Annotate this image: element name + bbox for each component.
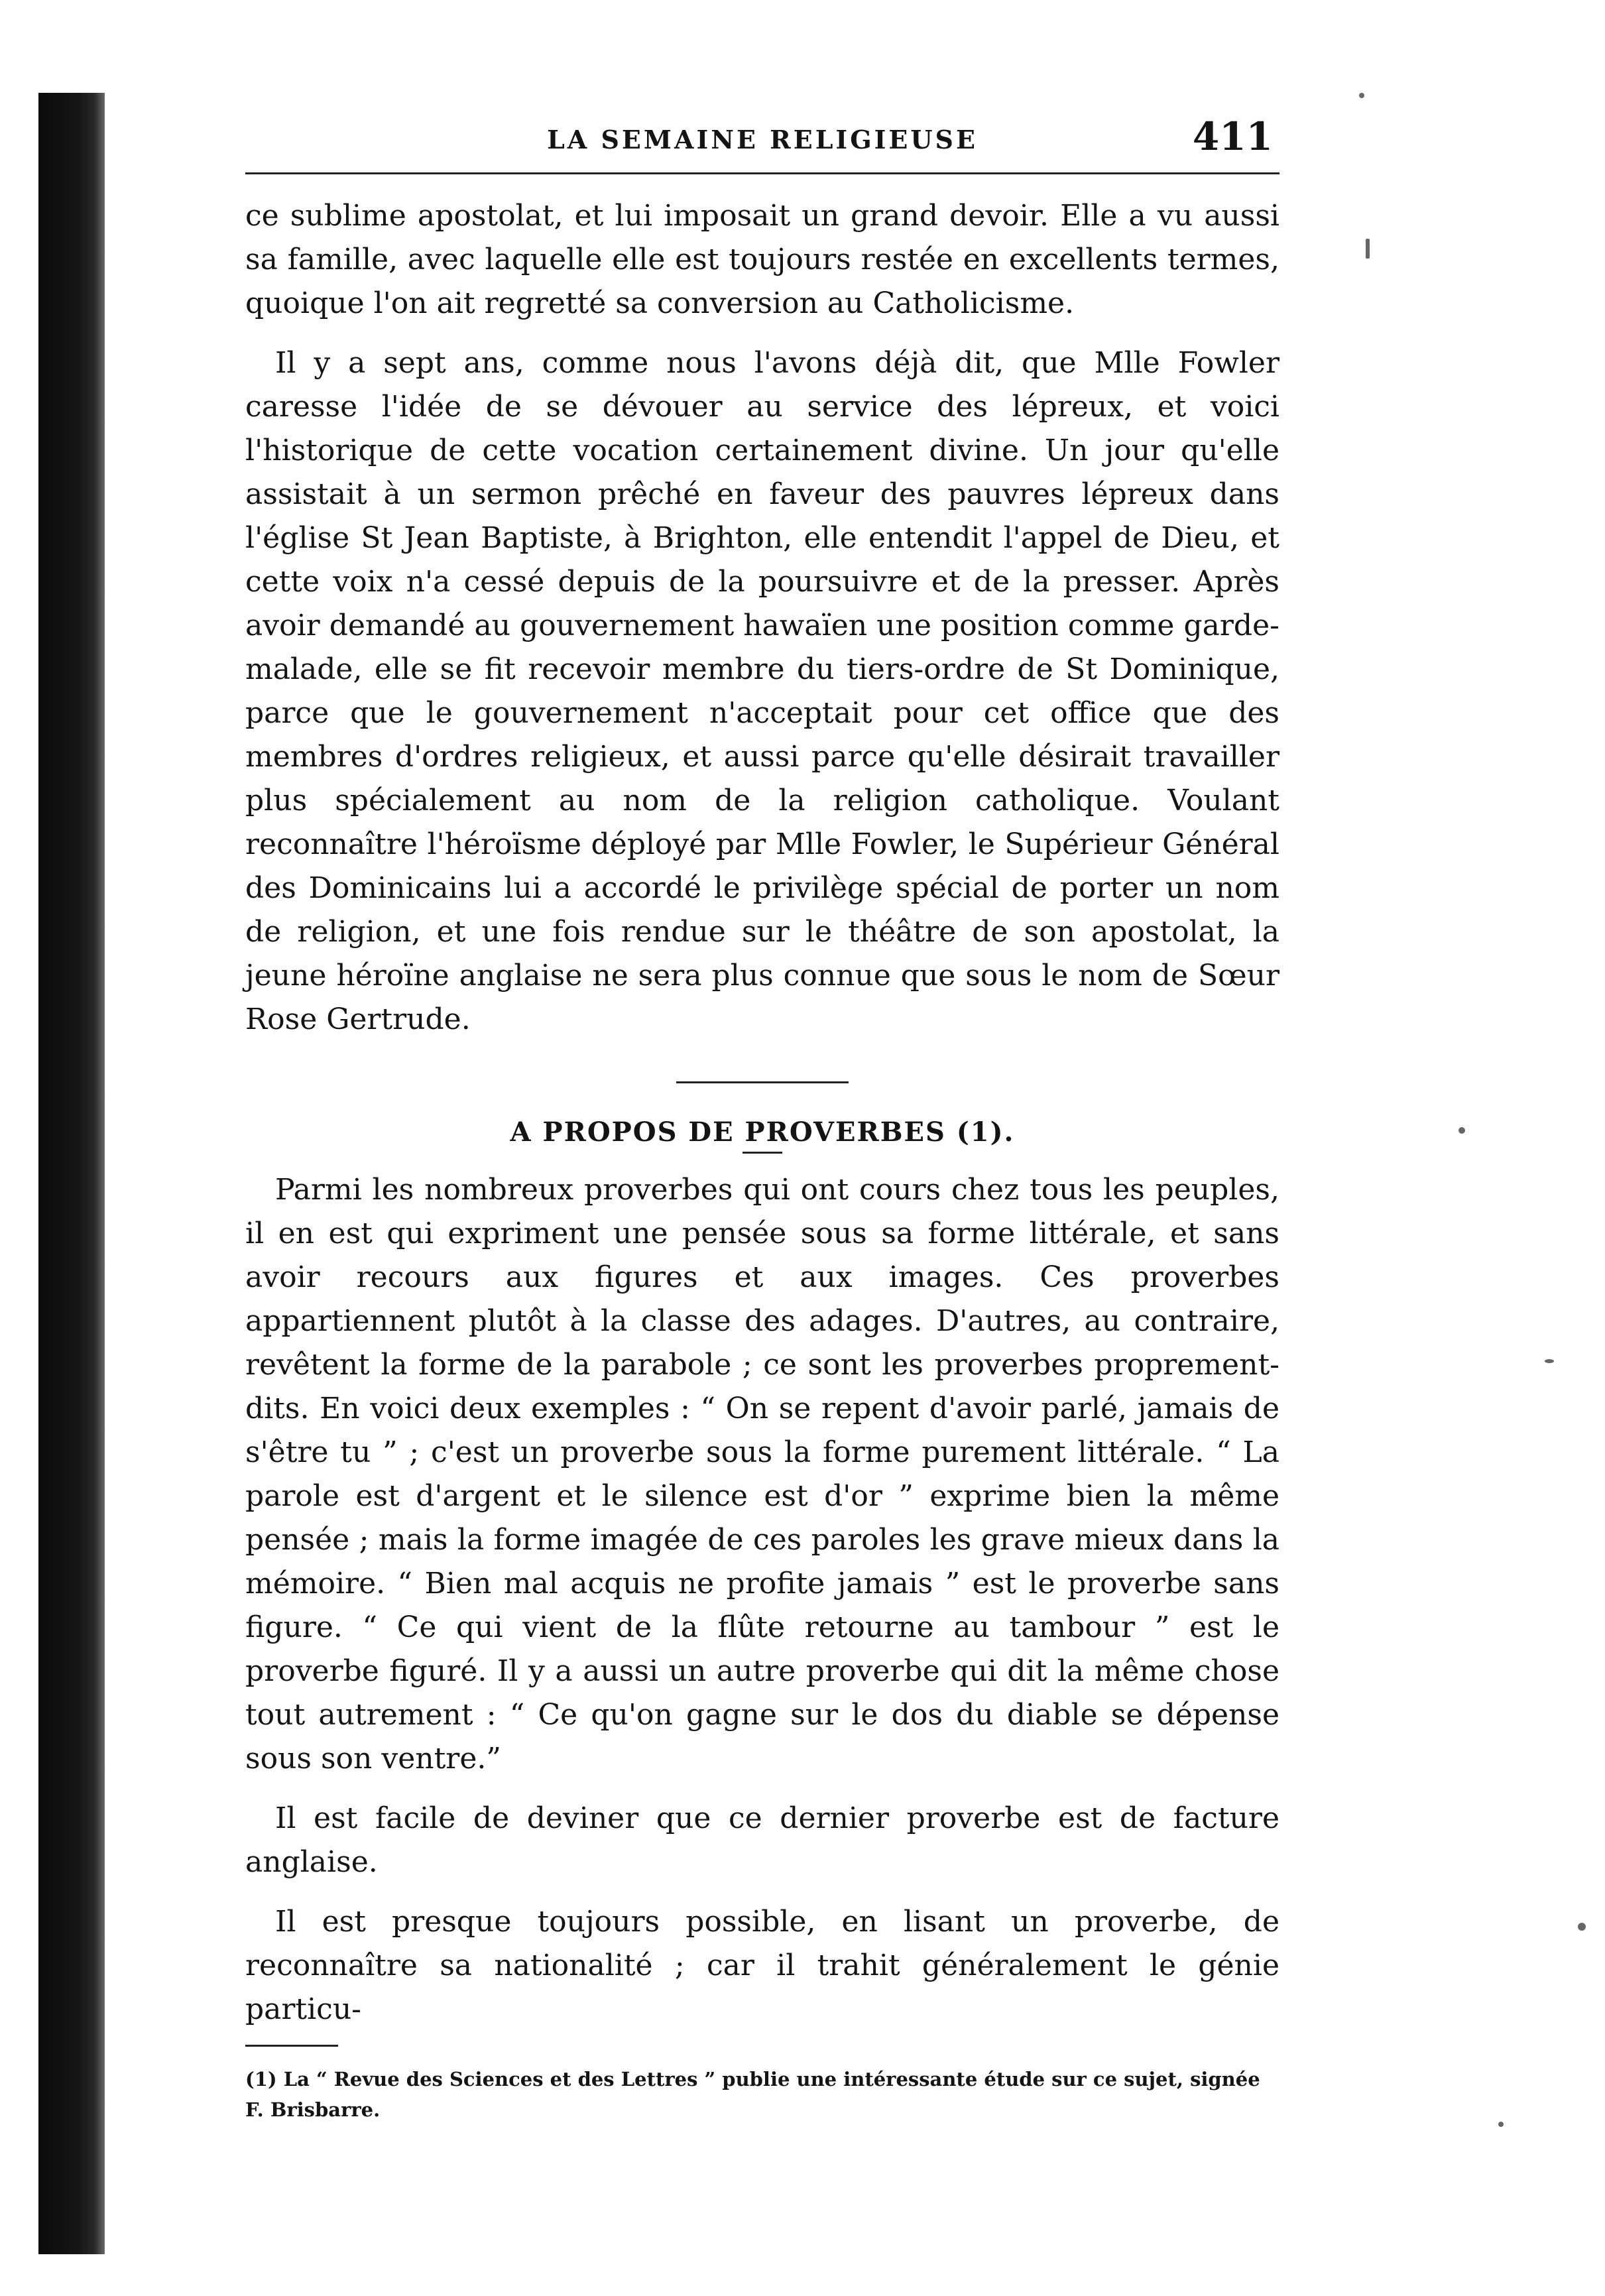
scan-binding-edge <box>38 93 105 2254</box>
body-paragraph-continued: ce sublime apostolat, et lui imposait un grand devoir. Elle a vu aussi sa famille, avec laquelle elle est toujours restée en excellents termes, quoique l'on ait regretté sa conversion au Catholicisme. <box>245 199 1279 320</box>
title-underline <box>743 1152 782 1154</box>
section-paragraph: Il est facile de deviner que ce dernier proverbe est de facture anglaise. <box>245 1801 1279 1879</box>
section-divider <box>676 1081 849 1083</box>
scan-speck <box>1545 1359 1554 1363</box>
running-title: LA SEMAINE RELIGIEUSE <box>547 125 978 154</box>
page-number: 411 <box>1192 114 1273 159</box>
footnote-rule <box>245 2045 338 2047</box>
section-title: A PROPOS DE PROVERBES (1). <box>510 1117 1015 1148</box>
scan-speck <box>1578 1923 1586 1931</box>
scan-speck <box>1359 93 1364 98</box>
header-rule <box>245 172 1279 174</box>
scan-speck <box>1366 239 1370 259</box>
running-header <box>245 99 1279 172</box>
scan-speck <box>1498 2122 1504 2127</box>
body-paragraph: Il y a sept ans, comme nous l'avons déjà dit, que Mlle Fowler caresse l'idée de se dévouer au service des lépreux, et voici l'historique de cette vocation certainement divine. Un jour qu'elle assistait à un sermon prêché en faveur des pauvres lépreux dans l'église St Jean Baptiste, à Brighton, elle entendit l'appel de Dieu, et cette voix n'a cessé depuis de la poursuivre et de la presser. Après avoir demandé au gouvernement hawaïen une position comme garde-malade, elle se fit recevoir membre du tiers-ordre de St Dominique, parce que le gouvernement n'acceptait pour cet office que des membres d'ordres religieux, et aussi parce qu'elle désirait travailler plus spécialement au nom de la religion catholique. Voulant reconnaître l'héroïsme déployé par Mlle Fowler, le Supérieur Général des Dominicains lui a accordé le privilège spécial de porter un nom de religion, et une fois rendue sur le théâtre de son apostolat, la jeune héroïne anglaise ne sera plus connue que sous le nom de Sœur Rose Gertrude. <box>245 346 1279 1036</box>
footnote: (1) La “ Revue des Sciences et des Lettres ” publie une intéressante étude sur ce sujet, signée F. Brisbarre. <box>245 2068 1260 2122</box>
scan-speck <box>1458 1127 1465 1134</box>
section-paragraph: Parmi les nombreux proverbes qui ont cours chez tous les peuples, il en est qui expriment une pensée sous sa forme littérale, et sans avoir recours aux figures et aux images. Ces proverbes appartiennent plutôt à la classe des adages. D'autres, au contraire, revêtent la forme de la parabole ; ce sont les proverbes proprement-dits. En voici deux exemples : “ On se repent d'avoir parlé, jamais de s'être tu ” ; c'est un proverbe sous la forme purement littérale. “ La parole est d'argent et le silence est d'or ” exprime bien la même pensée ; mais la forme imagée de ces paroles les grave mieux dans la mémoire. “ Bien mal acquis ne profite jamais ” est le proverbe sans figure. “ Ce qui vient de la flûte retourne au tambour ” est le proverbe figuré. Il y a aussi un autre proverbe qui dit la même chose tout autrement : “ Ce qu'on gagne sur le dos du diable se dépense sous son ventre.” <box>245 1173 1279 1776</box>
section-paragraph: Il est presque toujours possible, en lisant un proverbe, de reconnaître sa nationalité ; car il trahit généralement le génie particu- <box>245 1905 1279 2026</box>
document-page <box>245 99 1279 2126</box>
